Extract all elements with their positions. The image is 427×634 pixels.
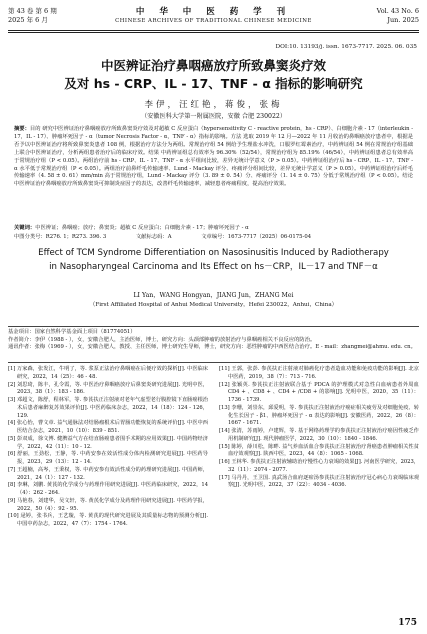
header-right [377, 7, 419, 25]
title-en-line2: in Nasopharyngeal Carcinoma and Its Effect on hs－CRP，IL－17 and TNF－α [49, 262, 378, 272]
footnote-rule [8, 326, 419, 327]
title-en-line1: Effect of TCM Syndrome Differentiation on Nasosinusitis Induced by Radiotherapy [38, 248, 389, 258]
reference-item: [4] 张心怡，曹文章. 益气通脉法对结肠瘤根术后胃肠功能恢复的系统评价[J]. 中医中西医结合杂志，2021，10（10）：839 - 851. [8, 420, 208, 434]
article-title-cn [20, 57, 407, 93]
date-cn: 2025 年 6 月 [8, 16, 48, 24]
author-bio-note: 作者简介：李伊（1988 - ），女，安徽合肥人，主治医师，博士，研究方向：头颈部肿瘤的放射治疗与鼻咽癌相关不良反应的防治。 [8, 336, 316, 343]
keywords [14, 224, 413, 232]
reference-item: [11] 王郭，张彭. 参芪扶正注射液对肺癌化疗患者造血功能和免疫功能的影响[J]. 北京中医药，2019，38（7）：713 - 716. [219, 366, 419, 380]
reference-item: [9] 马艳春，刘建华，吴文轩，等. 黄芪化学成分及药理作用研究进展[J]. 中医药学报，2022，50（4）：92 - 95. [8, 497, 208, 512]
reference-item: [8] 李琳，刘鹏. 黄芪的化学成分与药理作用研究进展[J]. 中医药临床研究，2022，14（4）：262 - 264. [8, 482, 208, 496]
abstract [14, 126, 413, 189]
reference-item: [6] 舒丽，王劲松，王静，等. 中药安参在效活性成分体内检测研究进展[J]. 中医药导报，2023，29（13）：12 - 14. [8, 451, 208, 465]
references-left-column [8, 366, 208, 529]
abstract-text: 目的 研究中医辨证治疗鼻咽癌放疗所致鼻窦炎疗效及对超敏 C 反应蛋白（hypersensitivity C - reactive protein，hs - CRP）、白细胞介素 - 17（interleukin - 17，IL - 17）、肿瘤坏死因子 - α（tumor Necrosis Factor - α，TNF - α）指标的影响。方法 选取 2019 年 12 月—2022 年 11 月收治的鼻咽癌放疗患者中，根据是否予以中医辨证治疗将所致鼻窦炎患者 108 例，根据治疗方法分为两组。常规治疗组 54 例给予生理盐水冲洗，口服罗红霉素治疗，中药辨证组 54 例在常规治疗组基础上联合中医辨证治疗，分析两组患者治疗后的临床疗效。结果 中药辨证组总有效率为 96.30%（52/54），常规治疗组为 85.19%（46/54），中药辨证组患者总有效率高于常规治疗组（P < 0.05）。两组治疗前 hs - CRP、IL - 17、TNF - α 水平组间比较，差异无统计学意义（P > 0.05）。中药辨证组治疗后 hs - CRP、IL - 17、TNF - α 水平低于常规治疗组（P < 0.05）。两组治疗前鼻纤毛传输速率、Lund - Mackay 评分、疼痛评分组间比较，差异无统计学意义（P > 0.05）。中药辨证组治疗后纤毛传输速率（4. 58 ± 0. 61）mm/min 高于常规治疗组，Lund - Mackay 评分（3. 89 ± 0. 54）分、疼痛评分（1. 14 ± 0. 75）分低于常规治疗组（P < 0.05）。结论 中医辨证治疗鼻咽癌放疗所致鼻窦炎可抑制炎症因子的表达，改善纤毛传输速率，减轻患者疼痛程度，提高治疗效果。 [14, 126, 413, 188]
article-title-en [18, 246, 409, 274]
reference-item: [16] 王林华. 参芪扶正注射液辅助治疗慢性心力衰竭的效果[J]. 河南医学研究，2023，32（11）：2074 - 2077. [219, 459, 419, 473]
reference-item: [17] 马丹丹，王卫国. 真武汤合血府逐瘀汤参芪扶正注射液治疗冠心病心力衰竭临床观察[J]. 光明中医，2022，37（22）：4034 - 4036. [219, 474, 419, 489]
journal-title-en: CHINESE ARCHIVES OF TRADITIONAL CHINESE MEDICINE [115, 18, 312, 24]
reference-item: [7] 王超楠，高岑，王秉权，等. 中药安参有效活性成分的药理研究进展[J]. 中国药师，2021，24（1）：127 - 132. [8, 466, 208, 481]
date-en: Jun. 2025 [387, 16, 419, 24]
affiliation-en: （First Affiliated Hospital of Anhui Medical University，Hefei 230022，Anhui，China） [89, 302, 338, 308]
reference-item: [13] 李珊，刘崇东，邱爱明，等. 参芪扶正注射液治疗癌症相关疲劳及对细胞免疫、转化生长因子 - β1、肿瘤坏死因子 - α 表达的影响[J]. 安徽医药，2022，26（8）：1667 - 1671. [219, 404, 419, 427]
reference-item: [10] 逯婷，张书兵，王艺璇，等. 黄芪的现代研究进展及其质量标志物的预测分析[J]. 中国中药杂志，2022，47（7）：1754 - 1764. [8, 513, 208, 527]
abstract-label: 摘要： [14, 126, 30, 132]
references-rule [8, 362, 419, 363]
affiliation-cn: （安徽医科大学第一附属医院，安徽 合肥 230022） [140, 113, 287, 120]
header-rule [8, 30, 419, 31]
volume-issue-cn: 第 43 卷 第 6 期 [8, 7, 57, 15]
header-center [0, 5, 427, 24]
keywords-text: 中医辨证；鼻咽癌；放疗；鼻窦炎；超敏 C 反应蛋白；白细胞介素 - 17；肿瘤坏死因子 - α [35, 225, 249, 231]
clc-number: 中图分类号：R276. 1；R273. 396. 3 [14, 234, 107, 240]
reference-item: [1] 万家森，张发江，牛明了，等. 浆泵正法治疗鼻咽癌在后便疗效的探析[J]. 中医临床研究，2022，14（25）：46 - 48. [8, 366, 208, 380]
reference-item: [2] 刘思琦，陈丰，孔令霞，等. 中医治疗鼻咽癌放疗后鼻窦炎研究进展[J]. 光明中医，2023，38（1）：183 - 186. [8, 381, 208, 396]
footnotes [8, 329, 419, 352]
reference-item: [12] 张颖英. 参芪扶正注射液联合基于 PDCA 的护理模式对急性白血病患者外周血 CD4 + 、CD8 + 、CD4 + /CD8 + 的影响[J]. 光明中医，2020，35（11）：1736 - 1739. [219, 381, 419, 403]
references-right-column [219, 366, 419, 490]
reference-item: [5] 彭双成，徐文博. 健脾益气方在结直肠癌患者围手术期的应用效果[J]. 中国药物经济学，2022，42（11）：10 - 12. [8, 435, 208, 450]
authors-en: LI Yan，WANG Hongyan，JIANG Jun，ZHANG Mei [133, 292, 294, 299]
title-cn-line2: 及对 hs - CRP、IL - 17、TNF - α 指标的影响研究 [64, 76, 363, 91]
reference-item: [14] 张清，苏雨婷，卢建辉，等. 基于网络药理学的参芪扶正注射液治疗癌因性疲乏作用机制研究[J]. 现代肿瘤医学，2022，30（10）：1840 - 1846. [219, 428, 419, 442]
funding-note: 基金项目：国家自然科学基金面上项目（81774051） [8, 329, 136, 335]
classification-line [14, 233, 413, 241]
header-rule-thin [8, 32, 419, 33]
authors-cn: 李伊，汪红艳，蒋俊，张梅 [144, 100, 283, 110]
doi: DOI:10. 13193/j. issn. 1673-7717. 2025. 06. 035 [275, 44, 417, 50]
reference-item: [3] 邓超文，陈舒，程林军，等. 参芪扶正注射液对老年气虚型老行腹腔镜下直肠癌根治术后患者麻醉复苏效果评价[J]. 中医药临床杂志，2022，14（18）：124 - 126，129. [8, 397, 208, 419]
reference-item: [15] 陈婷，薛川松，陈畔. 益气养血活血合参芪扶正注射液治疗肾癌患者肿瘤相关性贫血疗效观察[J]. 陕西中医，2023，44（8）：1065 - 1068. [219, 443, 419, 458]
keywords-label: 关键词： [14, 225, 36, 231]
title-cn-line1: 中医辨证治疗鼻咽癌放疗所致鼻窦炎疗效 [100, 58, 326, 73]
page-number: 175 [398, 618, 417, 628]
document-code: 文献标志码：A [135, 234, 172, 240]
article-id: 文章编号：1673-7717（2025）06-0175-04 [201, 234, 312, 240]
corresponding-author-note: 通讯作者：张梅（1969 - ），女，安徽合肥人，教授、主任医师，博士研究生导师，博士，研究方向：恶性肿瘤的中西医结合治疗。E - mail：zhangmei@ahmu. edu. cn。 [8, 344, 416, 351]
journal-title-cn: 中 华 中 医 药 学 刊 [135, 7, 292, 17]
volume-issue-en: Vol. 43 No. 6 [376, 7, 419, 15]
